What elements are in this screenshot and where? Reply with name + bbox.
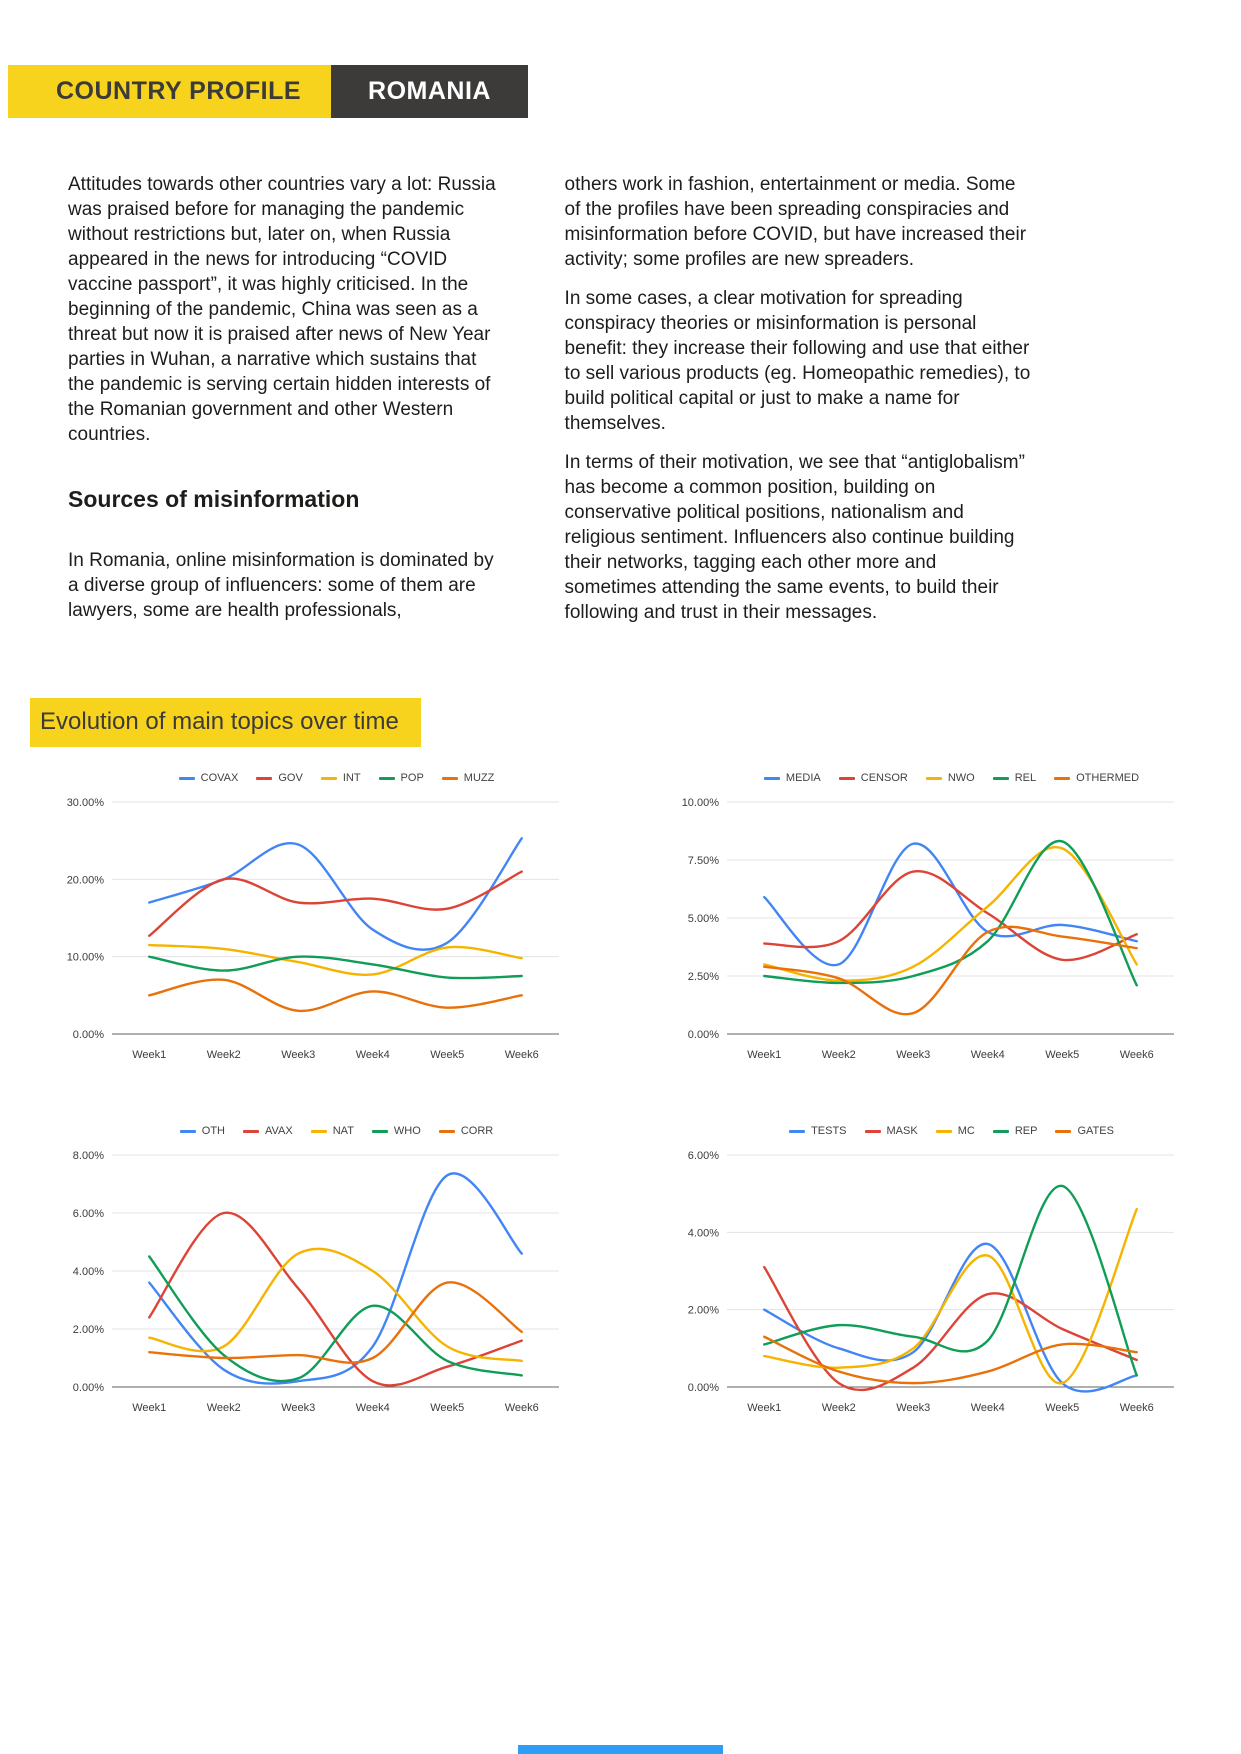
legend-label: GATES [1077, 1125, 1114, 1137]
legend-dash-icon [439, 1130, 455, 1133]
chart-plot-svg [48, 1143, 573, 1421]
legend-label: NAT [332, 1125, 354, 1137]
x-tick-label: Week2 [206, 1049, 241, 1061]
legend-item-pop [379, 772, 424, 784]
y-tick-label: 10.00% [681, 797, 719, 809]
y-tick-label: 10.00% [66, 951, 104, 964]
chart-topics-4 [663, 1125, 1188, 1426]
series-line-covax [149, 838, 522, 949]
legend-dash-icon [180, 1130, 196, 1133]
legend-dash-icon [839, 777, 855, 780]
y-tick-label: 30.00% [66, 797, 104, 809]
chart-plot-area [48, 1143, 573, 1426]
legend-label: WHO [393, 1125, 421, 1137]
x-tick-label: Week1 [747, 1049, 782, 1061]
series-line-avax [149, 1213, 522, 1386]
legend-label: NWO [947, 772, 975, 784]
legend-label: REP [1014, 1125, 1038, 1137]
legend-dash-icon [993, 1130, 1009, 1133]
legend-label: REL [1014, 772, 1037, 784]
y-tick-label: 5.00% [687, 913, 719, 925]
y-tick-label: 7.50% [687, 855, 719, 867]
series-line-nat [149, 1249, 522, 1361]
x-tick-label: Week3 [896, 1402, 931, 1414]
legend-label: AVAX [265, 1125, 293, 1137]
chart-legend [663, 772, 1188, 784]
paragraph-sources: In Romania, online misinformation is dominated by a diverse group of influencers: some of them are lawyers, some are health professionals, [68, 550, 494, 621]
x-tick-label: Week4 [970, 1402, 1005, 1414]
chart-topics-2 [663, 772, 1188, 1073]
paragraph-attitudes: Attitudes towards other countries vary a lot: Russia was praised before for managing the pandemic without restrictions but, later on, when Russia appeared in the news for introducing “COVID vaccine passport”, it was highly criticised. In the beginning of the pandemic, China was seen as a threat but now it is praised after news of New Year parties in Wuhan, a narrative which sustains that the pandemic is serving certain hidden interests of the Romanian government and other Western countries. [68, 174, 496, 445]
legend-item-mc [936, 1125, 975, 1137]
legend-label: COVAX [200, 772, 239, 784]
series-line-rep [764, 1186, 1137, 1376]
legend-label: OTH [201, 1125, 226, 1137]
legend-item-covax [179, 772, 239, 784]
legend-label: POP [400, 772, 424, 784]
legend-dash-icon [993, 777, 1009, 780]
y-tick-label: 8.00% [72, 1150, 104, 1162]
legend-dash-icon [256, 777, 272, 780]
legend-item-rel [993, 772, 1036, 784]
header [8, 65, 528, 118]
x-tick-label: Week4 [355, 1402, 390, 1414]
legend-dash-icon [442, 777, 458, 780]
sources-heading: Sources of misinformation [68, 486, 360, 512]
series-line-pop [149, 957, 522, 979]
y-tick-label: 6.00% [72, 1208, 104, 1220]
x-tick-label: Week4 [970, 1049, 1005, 1061]
legend-dash-icon [321, 777, 337, 780]
chart-legend [48, 1125, 573, 1137]
series-line-censor [764, 871, 1137, 960]
legend-dash-icon [311, 1130, 327, 1133]
legend-item-gates [1055, 1125, 1113, 1137]
y-tick-label: 2.00% [72, 1324, 104, 1336]
legend-dash-icon [926, 777, 942, 780]
legend-label: TESTS [811, 1125, 847, 1137]
legend-dash-icon [865, 1130, 881, 1133]
x-tick-label: Week3 [281, 1049, 316, 1061]
legend-item-int [321, 772, 361, 784]
chart-legend [48, 772, 573, 784]
article [68, 158, 1033, 633]
x-tick-label: Week5 [1045, 1049, 1080, 1061]
legend-label: GOV [278, 772, 303, 784]
legend-item-oth [180, 1125, 225, 1137]
paragraph-antiglobalism: In terms of their motivation, we see that “antiglobalism” has become a common position, building on conservative political positions, nationalism and religious sentiment. Influencers also continue building their networks, tagging each other more and sometimes attending the same events, to build their following and trust in their messages. [564, 452, 1025, 623]
x-tick-label: Week6 [1119, 1049, 1154, 1061]
x-tick-label: Week5 [1045, 1402, 1080, 1414]
legend-item-nat [311, 1125, 354, 1137]
legend-item-avax [243, 1125, 293, 1137]
legend-item-who [372, 1125, 421, 1137]
y-tick-label: 0.00% [687, 1029, 719, 1041]
topics-section-title: Evolution of main topics over time [30, 698, 421, 747]
x-tick-label: Week4 [355, 1049, 390, 1061]
column-right [565, 158, 1033, 633]
legend-dash-icon [1054, 777, 1070, 780]
country-profile-tag: COUNTRY PROFILE [8, 65, 331, 118]
legend-item-mask [865, 1125, 918, 1137]
x-tick-label: Week5 [430, 1402, 465, 1414]
legend-label: MC [957, 1125, 975, 1137]
legend-dash-icon [936, 1130, 952, 1133]
footer-bar [518, 1745, 723, 1754]
chart-plot-area [663, 790, 1188, 1073]
x-tick-label: Week1 [132, 1402, 167, 1414]
x-tick-label: Week2 [821, 1049, 856, 1061]
legend-label: OTHERMED [1076, 772, 1140, 784]
series-line-rel [764, 841, 1137, 985]
y-tick-label: 20.00% [66, 874, 104, 887]
legend-label: CORR [460, 1125, 494, 1137]
y-tick-label: 4.00% [687, 1227, 719, 1240]
legend-label: MASK [886, 1125, 918, 1137]
series-line-muzz [149, 980, 522, 1011]
x-tick-label: Week1 [132, 1049, 167, 1061]
y-tick-label: 2.50% [687, 971, 719, 983]
column-left [68, 158, 507, 633]
legend-item-censor [839, 772, 908, 784]
chart-plot-area [663, 1143, 1188, 1426]
chart-topics-1 [48, 772, 573, 1073]
chart-plot-svg [663, 1143, 1188, 1421]
y-tick-label: 0.00% [72, 1382, 104, 1394]
chart-plot-area [48, 790, 573, 1073]
x-tick-label: Week2 [206, 1402, 241, 1414]
legend-item-gov [256, 772, 302, 784]
legend-dash-icon [1055, 1130, 1071, 1133]
legend-dash-icon [372, 1130, 388, 1133]
paragraph-spreaders: others work in fashion, entertainment or media. Some of the profiles have been spreading conspiracies and misinformation before COVID, but have increased their activity; some profiles are new spreaders. [564, 174, 1027, 270]
legend-item-muzz [442, 772, 495, 784]
y-tick-label: 2.00% [687, 1304, 719, 1317]
x-tick-label: Week6 [504, 1049, 539, 1061]
chart-topics-3 [48, 1125, 573, 1426]
legend-dash-icon [789, 1130, 805, 1133]
legend-label: MEDIA [785, 772, 821, 784]
charts-grid [48, 772, 1196, 1426]
legend-dash-icon [243, 1130, 259, 1133]
legend-dash-icon [379, 777, 395, 780]
y-tick-label: 6.00% [687, 1150, 719, 1162]
y-tick-label: 0.00% [72, 1029, 104, 1041]
x-tick-label: Week6 [1119, 1402, 1154, 1414]
series-line-tests [764, 1244, 1137, 1392]
chart-legend [663, 1125, 1188, 1137]
x-tick-label: Week3 [281, 1402, 316, 1414]
series-line-mc [764, 1209, 1137, 1383]
x-tick-label: Week5 [430, 1049, 465, 1061]
x-tick-label: Week1 [747, 1402, 782, 1414]
legend-label: MUZZ [463, 772, 495, 784]
legend-label: INT [342, 772, 361, 784]
country-name: ROMANIA [331, 65, 528, 118]
y-tick-label: 0.00% [687, 1382, 719, 1394]
legend-item-othermed [1054, 772, 1139, 784]
legend-dash-icon [179, 777, 195, 780]
legend-item-media [764, 772, 821, 784]
paragraph-motivation-benefit: In some cases, a clear motivation for spreading conspiracy theories or misinformation is personal benefit: they increase their following and use that either to sell various products (eg. Homeopathic remedies), to build political capital or just to make a name for themselves. [564, 288, 1031, 434]
y-tick-label: 4.00% [72, 1266, 104, 1278]
chart-plot-svg [48, 790, 573, 1068]
legend-label: CENSOR [860, 772, 908, 784]
x-tick-label: Week3 [896, 1049, 931, 1061]
chart-plot-svg [663, 790, 1188, 1068]
legend-item-corr [439, 1125, 493, 1137]
legend-item-tests [789, 1125, 846, 1137]
legend-dash-icon [764, 777, 780, 780]
x-tick-label: Week6 [504, 1402, 539, 1414]
legend-item-nwo [926, 772, 975, 784]
x-tick-label: Week2 [821, 1402, 856, 1414]
legend-item-rep [993, 1125, 1038, 1137]
series-line-who [149, 1257, 522, 1382]
